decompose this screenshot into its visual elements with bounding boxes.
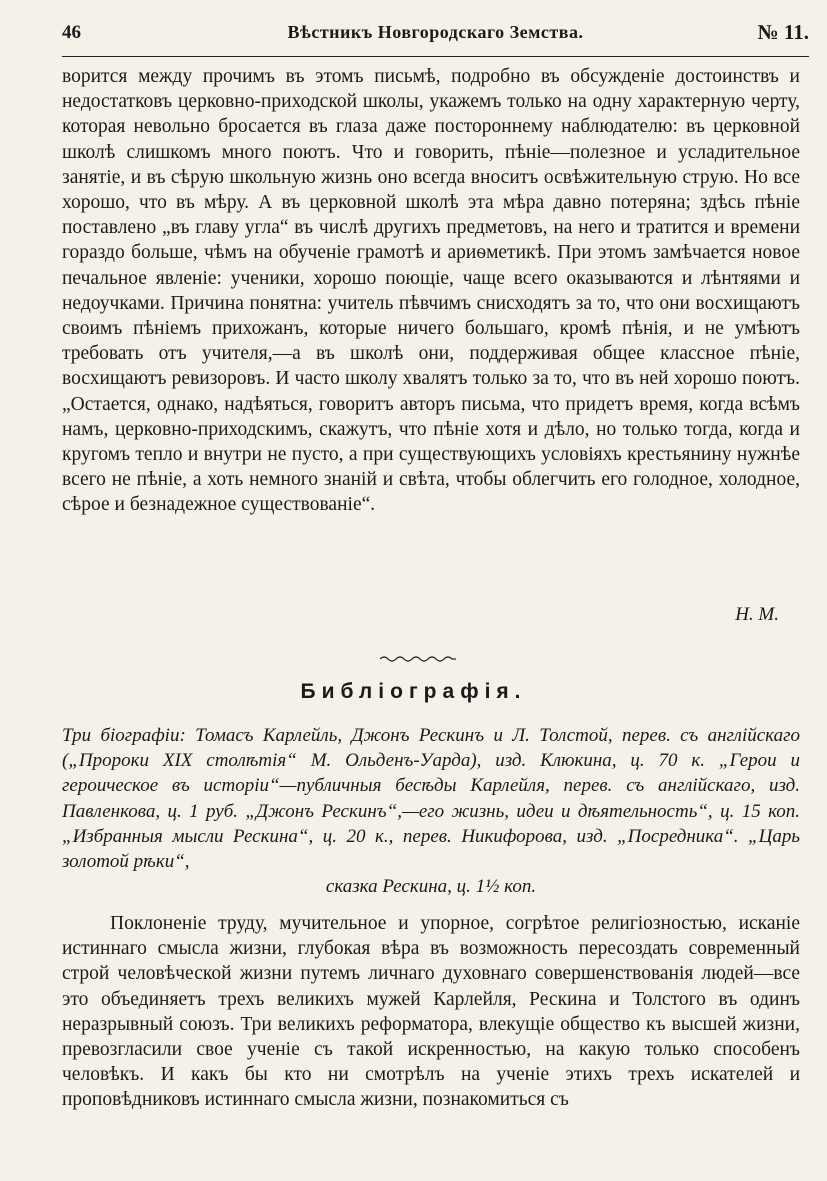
page-header [62, 14, 809, 50]
running-title: Вѣстникъ Новгородскаго Земства. [287, 22, 584, 42]
article-paragraph: ворится между прочимъ въ этомъ письмѣ, подробно въ обсужденіе достоинствъ и недостатковъ церковно-приходской школы, укажемъ только на одну характерную черту, которая невольно бросается въ глаза даже постороннему наблюдателю: въ церковной школѣ слишкомъ много поютъ. Что и говорить, пѣніе—полезное и усладительное занятіе, и въ сѣрую школьную жизнь оно всегда вноситъ освѣжительную струю. Но все хорошо, что въ мѣру. А въ церковной школѣ эта мѣра давно потеряна; здѣсь пѣніе поставлено „въ главу угла“ въ числѣ другихъ предметовъ, на него и тратится и времени гораздо больше, чѣмъ на обученіе грамотѣ и ариѳметикѣ. При этомъ замѣчается новое печальное явленіе: ученики, хорошо поющіе, чаще всего оказываются и лѣнтяями и недоучками. Причина понятна: учитель пѣвчимъ снисходятъ за то, что они восхищаютъ своимъ пѣніемъ прихожанъ, которые ничего большаго, кромѣ пѣнія, и не умѣютъ требовать отъ учителя,—а въ школѣ они, поддерживая общее классное пѣніе, восхищаютъ ревизоровъ. И часто школу хвалятъ только за то, что въ ней хорошо поютъ. „Остается, однако, надѣяться, говоритъ авторъ письма, что придетъ время, когда всѣмъ намъ, церковно-приходскимъ, скажутъ, что пѣніе хотя и дѣло, но только тогда, когда и кругомъ тепло и внутри не пусто, а при существующихъ условіяхъ крестьянину нужнѣе всего не пѣніе, а хоть немного знаній и свѣта, чтобы облегчить его голодное, холодное, сѣрое и безнадежное существованіе“. [62, 66, 800, 516]
article-continuation [62, 64, 800, 518]
review-body [62, 911, 800, 1113]
review-paragraph: Поклоненіе труду, мучительное и упорное, согрѣтое религіозностью, исканіе истиннаго смысла жизни, глубокая вѣра въ возможность пересоздать современный строй человѣческой жизни путемъ личнаго духовнаго совершенствованія людей—все это объединяетъ трехъ великихъ мужей Карлейля, Рескина и Толстого въ одинъ неразрывный союзъ. Три великихъ реформатора, влекущіе общество къ высшей жизни, превозгласили свое ученіе съ такой искренностью, на какую только способенъ человѣкъ. И какъ бы кто ни смотрѣлъ на ученіе этихъ трехъ искателей и проповѣдниковъ истиннаго смысла жизни, познакомиться съ [62, 913, 800, 1111]
bibliography-text: Три біографіи: Томасъ Карлейль, Джонъ Рескинъ и Л. Толстой, перев. съ англійскаго („Пророки XIX столѣтія“ М. Ольденъ-Уарда), изд. Клюкина, ц. 70 к. „Герои и героическое въ исторіи“—публичныя бесѣды Карлейля, перев. съ англійскаго, изд. Павленкова, ц. 1 руб. „Джонъ Рескинъ“,—его жизнь, идеи и дѣятельность“, ц. 15 коп. „Избранныя мысли Рескина“, ц. 20 к., перев. Никифорова, изд. „Посредника“. „Царь золотой рѣки“, [62, 725, 800, 873]
author-signature: Н. М. [735, 604, 779, 625]
section-divider-ornament [380, 654, 456, 664]
bibliography-entry [62, 723, 800, 899]
bibliography-last-line: сказка Рескина, ц. 1½ коп. [325, 876, 537, 898]
section-heading: Библіографія. [300, 680, 527, 703]
issue-number: № 11. [757, 20, 809, 44]
header-rule [62, 56, 809, 57]
page-number: 46 [62, 22, 81, 43]
